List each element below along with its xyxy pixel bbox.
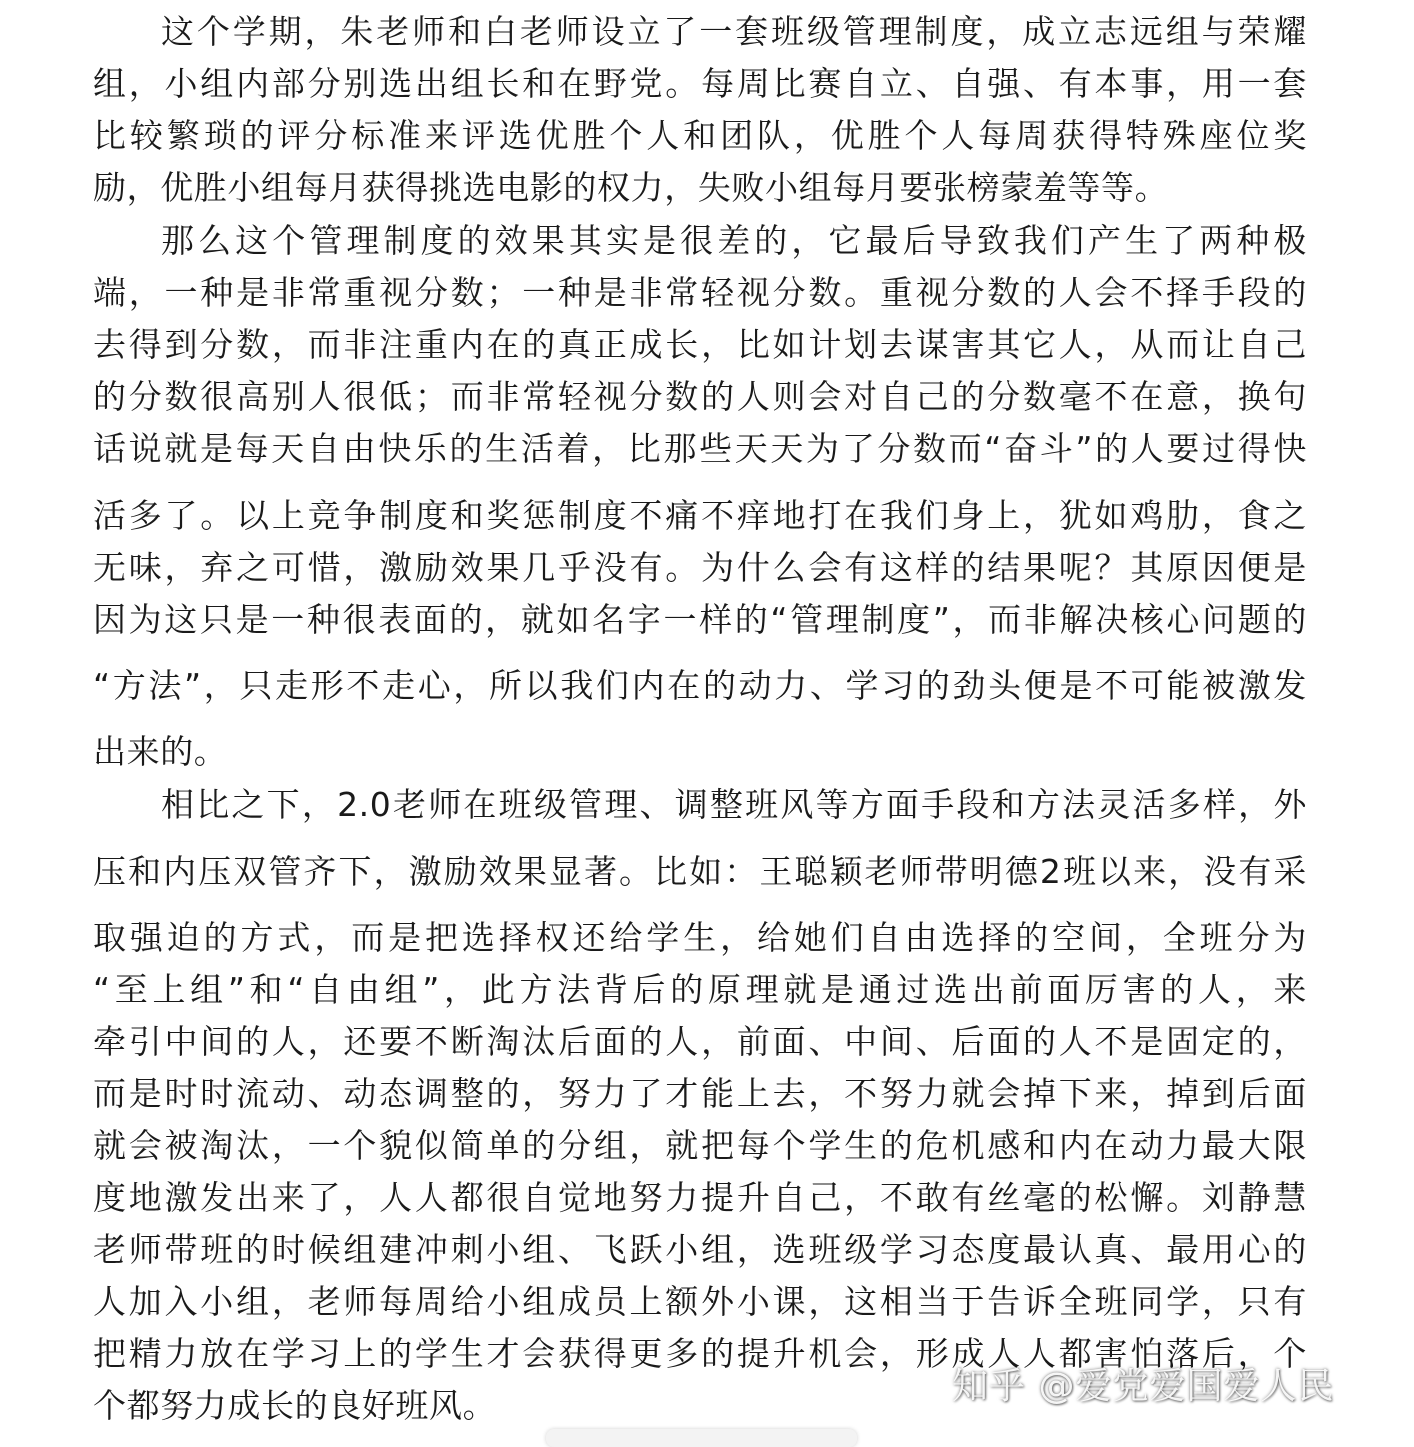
text-line: 压和内压双管齐下，激励效果显著。比如：王聪颖老师带明德2班以来，没有采 [93,852,1307,891]
text-line: 度地激发出来了，人人都很自觉地努力提升自己，不敢有丝毫的松懈。刘静慧 [93,1178,1307,1217]
text-line: 相比之下，2.0老师在班级管理、调整班风等方面手段和方法灵活多样，外 [161,785,1307,824]
text-line: 就会被淘汰，一个貌似简单的分组，就把每个学生的危机感和内在动力最大限 [93,1126,1307,1165]
text-line: “至上组”和“自由组”，此方法背后的原理就是通过选出前面厉害的人，来 [93,970,1307,1009]
text-line: 去得到分数，而非注重内在的真正成长，比如计划去谋害其它人，从而让自己 [93,325,1307,364]
text-line: 比较繁琐的评分标准来评选优胜个人和团队，优胜个人每周获得特殊座位奖 [93,116,1307,155]
text-line: 因为这只是一种很表面的，就如名字一样的“管理制度”，而非解决核心问题的 [93,600,1307,639]
scroll-handle[interactable] [546,1429,857,1447]
text-line: 牵引中间的人，还要不断淘汰后面的人，前面、中间、后面的人不是固定的， [93,1022,1307,1061]
text-line: 出来的。 [93,732,228,771]
text-line: 那么这个管理制度的效果其实是很差的，它最后导致我们产生了两种极 [161,221,1307,260]
text-line: 的分数很高别人很低；而非常轻视分数的人则会对自己的分数毫不在意，换句 [93,377,1307,416]
text-line: 把精力放在学习上的学生才会获得更多的提升机会，形成人人都害怕落后，个 [93,1334,1307,1373]
text-line: 老师带班的时候组建冲刺小组、飞跃小组，选班级学习态度最认真、最用心的 [93,1230,1307,1269]
text-line: “方法”，只走形不走心，所以我们内在的动力、学习的劲头便是不可能被激发 [93,666,1307,705]
text-line: 无味，弃之可惜，激励效果几乎没有。为什么会有这样的结果呢？其原因便是 [93,548,1307,587]
text-line: 人加入小组，老师每周给小组成员上额外小课，这相当于告诉全班同学，只有 [93,1282,1307,1321]
text-line: 活多了。以上竞争制度和奖惩制度不痛不痒地打在我们身上，犹如鸡肋，食之 [93,496,1307,535]
text-line: 话说就是每天自由快乐的生活着，比那些天天为了分数而“奋斗”的人要过得快 [93,429,1307,468]
text-line: 端，一种是非常重视分数；一种是非常轻视分数。重视分数的人会不择手段的 [93,273,1307,312]
watermark: 知乎 @爱党爱国爱人民 [952,1366,1335,1407]
text-line: 取强迫的方式，而是把选择权还给学生，给她们自由选择的空间，全班分为 [93,918,1307,957]
text-line: 这个学期，朱老师和白老师设立了一套班级管理制度，成立志远组与荣耀 [161,12,1307,51]
text-line: 组，小组内部分别选出组长和在野党。每周比赛自立、自强、有本事，用一套 [93,64,1307,103]
text-line: 而是时时流动、动态调整的，努力了才能上去，不努力就会掉下来，掉到后面 [93,1074,1307,1113]
text-line: 励，优胜小组每月获得挑选电影的权力，失败小组每月要张榜蒙羞等等。 [93,168,1169,207]
text-line: 个都努力成长的良好班风。 [93,1386,497,1425]
